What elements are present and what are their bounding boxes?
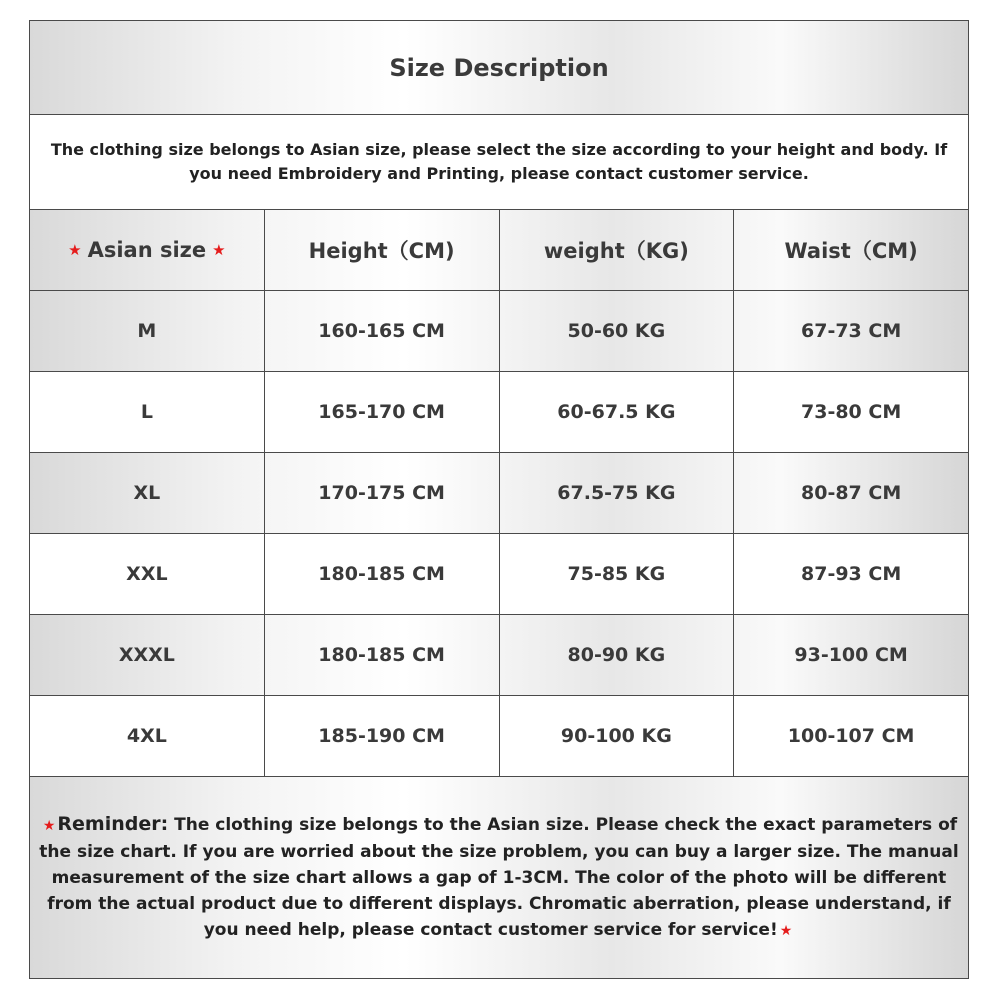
page-title: Size Description [389,53,609,82]
size-cell: M [30,291,265,371]
weight-cell: 60-67.5 KG [500,372,735,452]
reminder-text [34,811,964,944]
reminder-body: The clothing size belongs to the Asian size. Please check the exact parameters of the size chart. If you are worried about the size problem, you can buy a larger size. The manual measurement of the size chart allows a gap of 1-3CM. The color of the photo will be different from the actual product due to different displays. Chromatic aberration, please understand, if you need help, please contact customer service for service! [39,815,959,940]
weight-cell: 67.5-75 KG [500,453,735,533]
red-star-icon: ★ [779,923,793,939]
column-header-asian-size [30,210,265,290]
table-row [30,291,968,372]
size-cell: L [30,372,265,452]
waist-cell: 87-93 CM [801,563,902,585]
size-chart [29,20,969,979]
weight-cell: 75-85 KG [500,534,735,614]
column-header-weight: weight（KG) [500,210,735,290]
size-cell: XXXL [30,615,265,695]
table-header-row [30,210,968,291]
waist-cell: 93-100 CM [794,644,908,666]
column-header-label: Asian size [87,238,207,262]
column-header-waist: Waist（CM) [784,239,918,263]
weight-cell: 90-100 KG [500,696,735,776]
size-cell: XL [30,453,265,533]
red-star-icon: ★ [42,818,56,834]
height-cell: 180-185 CM [265,615,500,695]
table-row [30,696,968,777]
waist-cell: 80-87 CM [801,482,902,504]
table-row [30,453,968,534]
height-cell: 180-185 CM [265,534,500,614]
waist-cell: 100-107 CM [787,725,915,747]
red-star-icon: ★ [212,241,226,259]
reminder-lead: Reminder: [57,813,169,835]
waist-cell: 73-80 CM [801,401,902,423]
height-cell: 165-170 CM [265,372,500,452]
height-cell: 170-175 CM [265,453,500,533]
waist-cell: 67-73 CM [801,320,902,342]
red-star-icon: ★ [68,241,82,259]
table-row [30,534,968,615]
size-cell: 4XL [30,696,265,776]
height-cell: 160-165 CM [265,291,500,371]
height-cell: 185-190 CM [265,696,500,776]
size-cell: XXL [30,534,265,614]
intro-text: The clothing size belongs to Asian size, please select the size according to your height and body. If you need Embroidery and Printing, please contact customer service. [50,140,948,183]
table-row [30,615,968,696]
intro-band [30,115,968,210]
column-header-height: Height（CM) [265,210,500,290]
weight-cell: 50-60 KG [500,291,735,371]
table-row [30,372,968,453]
title-band [30,21,968,115]
size-table [30,210,968,777]
reminder-band [30,777,968,978]
weight-cell: 80-90 KG [500,615,735,695]
